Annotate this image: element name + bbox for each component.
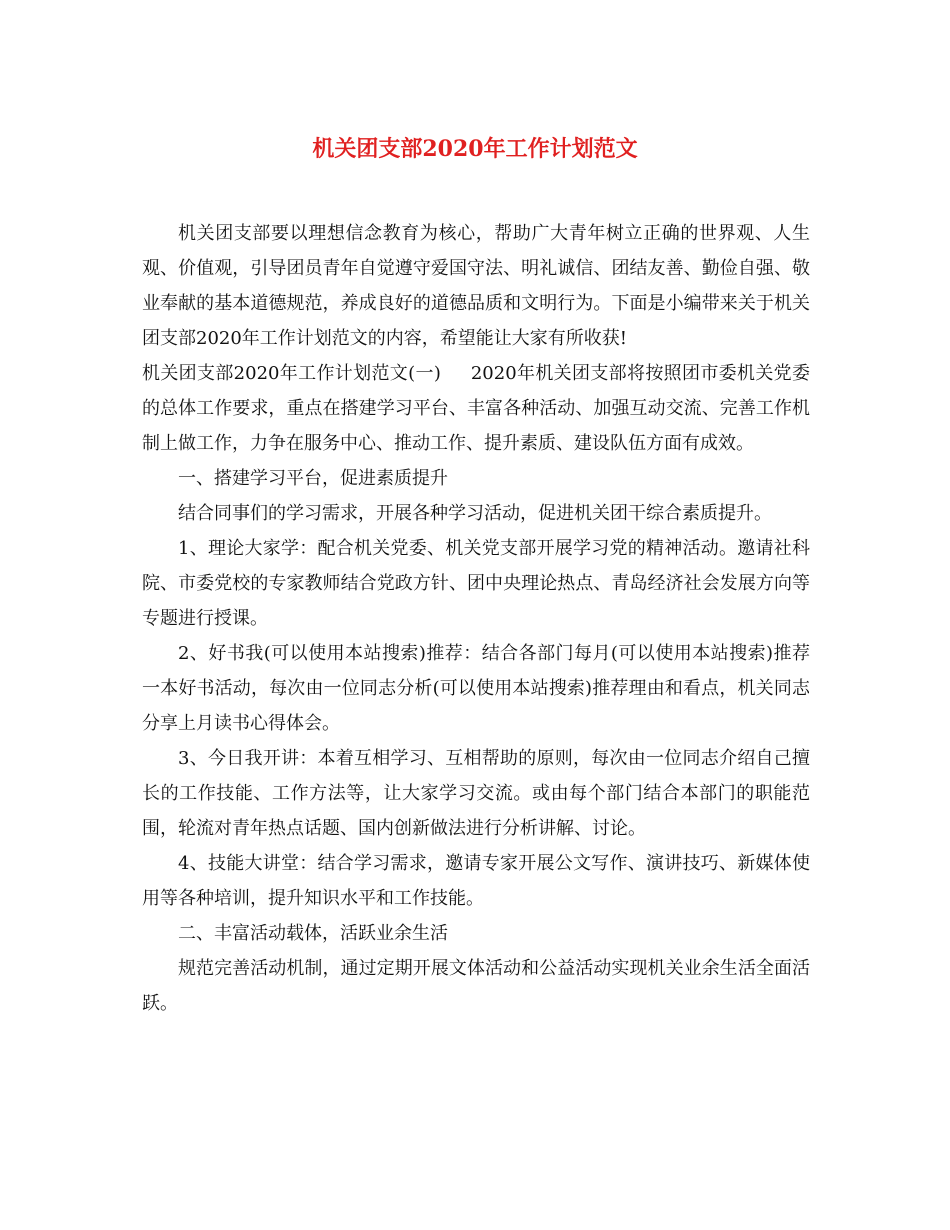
section2-heading: 二、丰富活动载体，活跃业余生活 <box>178 923 448 944</box>
section1-heading: 一、搭建学习平台，促进素质提升 <box>178 468 448 489</box>
document-body <box>142 216 810 1021</box>
section1-intro: 结合同事们的学习需求，开展各种学习活动，促进机关团干综合素质提升。 <box>178 503 772 524</box>
subheading: 机关团支部2020年工作计划范文(一) <box>142 363 441 384</box>
document-title: 机关团支部2020年工作计划范文 <box>312 136 638 162</box>
section2-intro: 规范完善活动机制，通过定期开展文体活动和公益活动实现机关业余生活全面活跃。 <box>142 958 810 1014</box>
list-item: 3、今日我开讲：本着互相学习、互相帮助的原则，每次由一位同志介绍自己擅长的工作技能、工作方法等，让大家学习交流。或由每个部门结合本部门的职能范围，轮流对青年热点话题、国内创新做法进行分析讲解、讨论。 <box>142 748 810 839</box>
list-item: 2、好书我(可以使用本站搜索)推荐：结合各部门每月(可以使用本站搜索)推荐一本好书活动，每次由一位同志分析(可以使用本站搜索)推荐理由和看点，机关同志分享上月读书心得体会。 <box>142 643 810 734</box>
overview-paragraph <box>142 356 810 461</box>
overview-text: 2020年机关团支部将按照团市委机关党委的总体工作要求，重点在搭建学习平台、丰富各种活动、加强互动交流、完善工作机制上做工作，力争在服务中心、推动工作、提升素质、建设队伍方面有成效。 <box>142 363 810 454</box>
list-item: 1、理论大家学：配合机关党委、机关党支部开展学习党的精神活动。邀请社科院、市委党校的专家教师结合党政方针、团中央理论热点、青岛经济社会发展方向等专题进行授课。 <box>142 538 810 629</box>
intro-paragraph: 机关团支部要以理想信念教育为核心，帮助广大青年树立正确的世界观、人生观、价值观，引导团员青年自觉遵守爱国守法、明礼诚信、团结友善、勤俭自强、敬业奉献的基本道德规范，养成良好的道德品质和文明行为。下面是小编带来关于机关团支部2020年工作计划范文的内容，希望能让大家有所收获! <box>142 223 810 349</box>
list-item: 4、技能大讲堂：结合学习需求，邀请专家开展公文写作、演讲技巧、新媒体使用等各种培训，提升知识水平和工作技能。 <box>142 853 810 909</box>
